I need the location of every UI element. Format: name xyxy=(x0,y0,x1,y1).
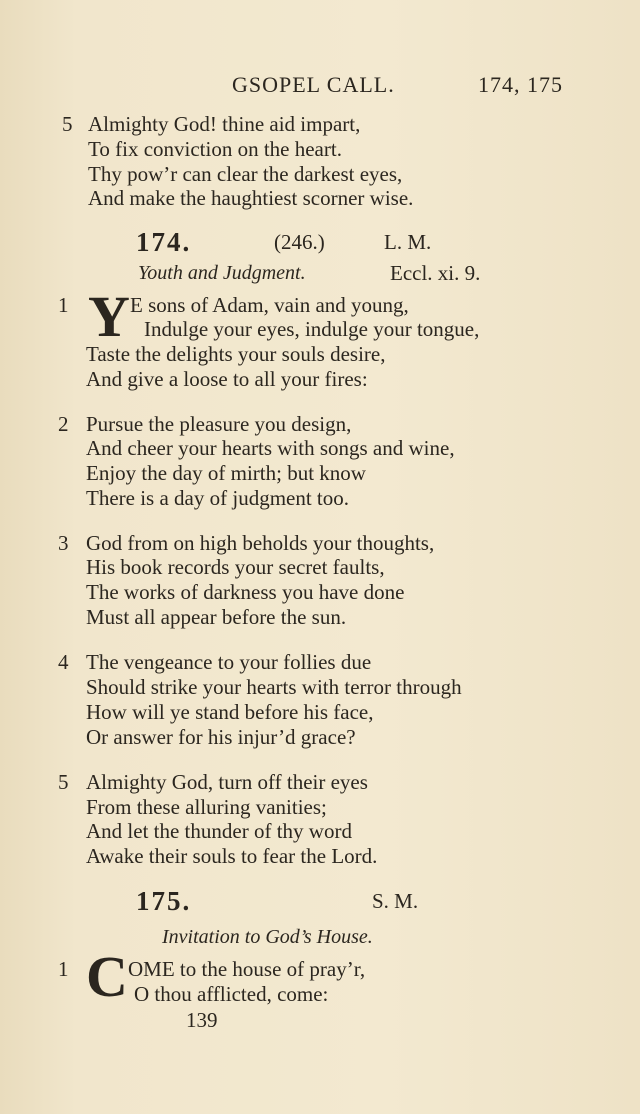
verse-line: From these alluring vanities; xyxy=(86,795,327,819)
verse-line: How will ye stand before his face, xyxy=(86,700,374,724)
hymn-alt-number: (246.) xyxy=(274,230,325,254)
verse-line: Pursue the pleasure you design, xyxy=(86,412,352,436)
verse-number: 1 xyxy=(58,957,69,981)
verse-line: Indulge your eyes, indulge your tongue, xyxy=(144,317,480,341)
verse-line: Should strike your hearts with terror through xyxy=(86,675,462,699)
verse-line: Almighty God! thine aid impart, xyxy=(88,112,361,136)
verse-number: 5 xyxy=(58,770,69,794)
drop-cap: Y xyxy=(88,284,130,349)
verse-line: OME to the house of pray’r, xyxy=(128,957,366,981)
verse-line: And cheer your hearts with songs and wine, xyxy=(86,436,455,460)
hymn-number: 175. xyxy=(136,886,192,916)
page-number: 139 xyxy=(186,1008,218,1032)
verse-line: To fix conviction on the heart. xyxy=(88,137,342,161)
verse-line: And make the haughtiest scorner wise. xyxy=(88,186,414,210)
verse-line: The vengeance to your follies due xyxy=(86,650,372,674)
verse-line: God from on high beholds your thoughts, xyxy=(86,531,435,555)
verse-line: Almighty God, turn off their eyes xyxy=(86,770,368,794)
verse-number: 2 xyxy=(58,412,69,436)
verse-line: Taste the delights your souls desire, xyxy=(86,342,386,366)
hymn-subject: Invitation to God’s House. xyxy=(162,926,373,948)
verse-line: E sons of Adam, vain and young, xyxy=(130,293,409,317)
hymn-subject: Youth and Judgment. xyxy=(138,262,306,284)
verse-line: Or answer for his injur’d grace? xyxy=(86,725,356,749)
verse-line: There is a day of judgment too. xyxy=(86,486,350,510)
verse-line: Thy pow’r can clear the darkest eyes, xyxy=(88,162,403,186)
verse-line: Enjoy the day of mirth; but know xyxy=(86,461,366,485)
verse-line: And give a loose to all your fires: xyxy=(86,367,368,391)
verse-number: 1 xyxy=(58,293,69,317)
hymn-number: 174. xyxy=(136,227,192,257)
verse-number: 5 xyxy=(62,112,73,136)
verse-line: Awake their souls to fear the Lord. xyxy=(86,844,378,868)
hymn-meter: S. M. xyxy=(372,889,419,913)
drop-cap: C xyxy=(86,944,128,1009)
verse-line: O thou afflicted, come: xyxy=(134,982,329,1006)
hymn-meter: L. M. xyxy=(384,230,432,254)
running-header-numbers: 174, 175 xyxy=(478,72,563,97)
running-header-title: GSOPEL CALL. xyxy=(232,72,395,97)
verse-line: His book records your secret faults, xyxy=(86,555,385,579)
verse-line: And let the thunder of thy word xyxy=(86,819,352,843)
verse-line: The works of darkness you have done xyxy=(86,580,405,604)
verse-number: 4 xyxy=(58,650,69,674)
verse-number: 3 xyxy=(58,531,69,555)
verse-line: Must all appear before the sun. xyxy=(86,605,347,629)
scripture-reference: Eccl. xi. 9. xyxy=(390,261,481,285)
